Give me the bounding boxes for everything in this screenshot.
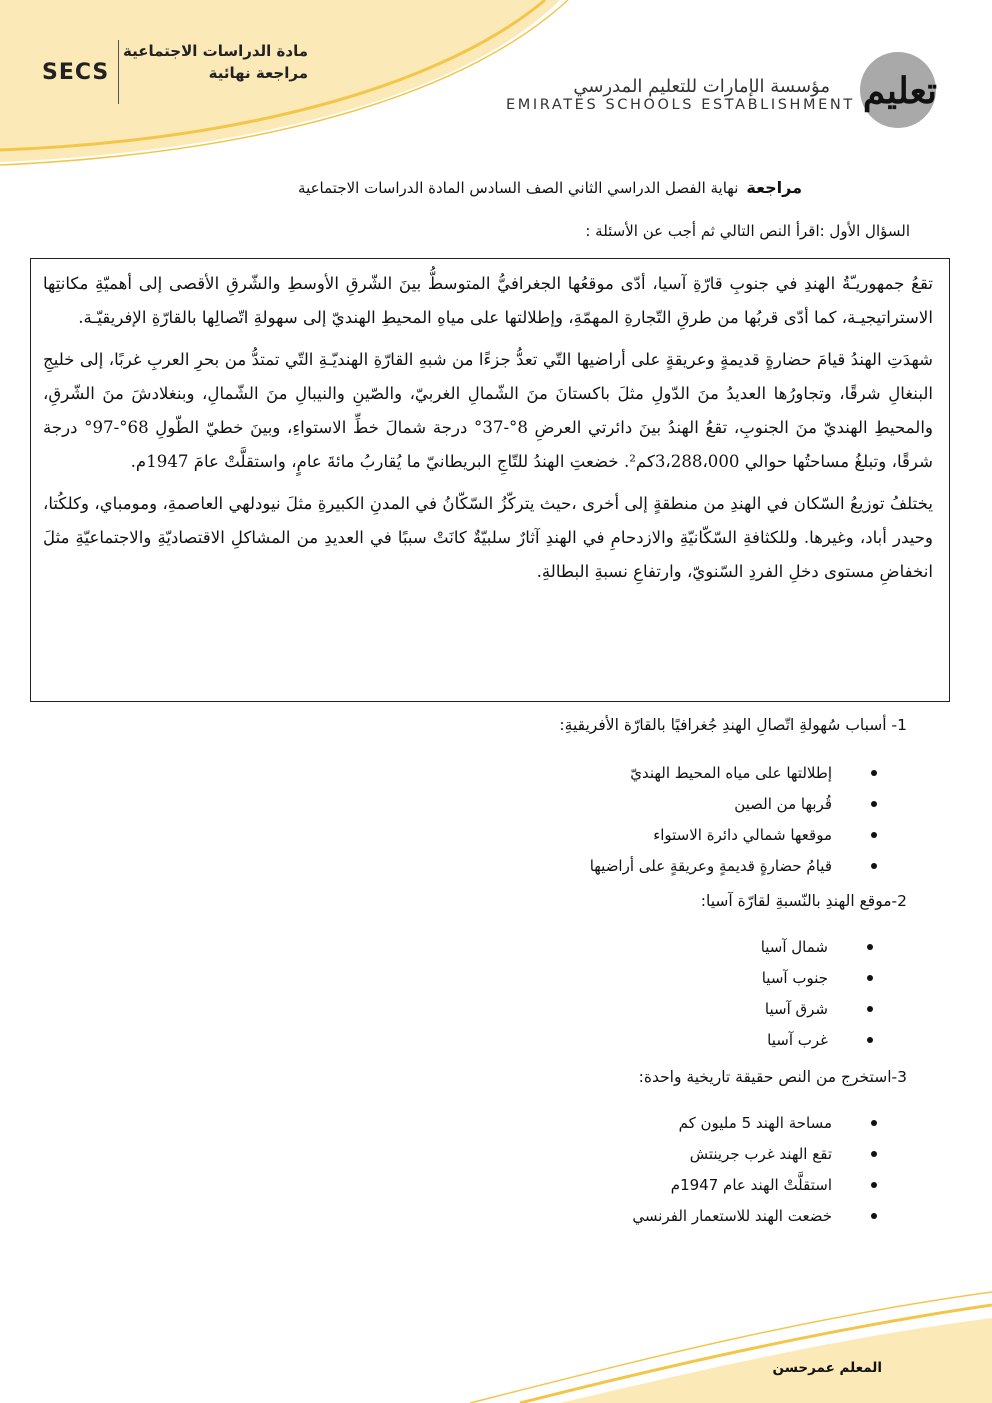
option-item[interactable]: خضعت الهند للاستعمار الفرنسي (452, 1201, 852, 1232)
bullet-icon (867, 1037, 873, 1043)
bullet-icon (871, 1213, 877, 1219)
bullet-icon (867, 1006, 873, 1012)
question-1-options (352, 758, 852, 882)
org-name-arabic: مؤسسة الإمارات للتعليم المدرسي (573, 76, 830, 97)
subject-line-1: مادة الدراسات الاجتماعية (123, 42, 308, 60)
passage-paragraph-3: يختلفُ توزيعُ السّكان في الهندِ من منطقةٍ إلى أخرى ،حيث يتركّزُ السّكّانُ في المدنِ الكبيرةِ مثلَ نيودلهي العاصمةِ، ومومباي، وكلكُتا، وحيدر أباد، وغيرها. وللكثافةِ السّكّانيّةِ والازدحامِ في الهندِ آثارٌ سلبيّةٌ كانَتْ سببًا في العديدِ من المشاكلِ الاقتصاديّةِ والاجتماعيّةِ مثلَ انخفاضِ مستوى دخلِ الفردِ السّنويّ، وارتفاعِ نسبةِ البطالةِ. (43, 494, 933, 581)
logo-text: تعليم (862, 70, 938, 112)
option-item[interactable]: تقع الهند غرب جرينتش (452, 1139, 852, 1170)
option-item[interactable]: قيامُ حضارةٍ قديمةٍ وعريقةٍ على أراضيها (352, 851, 852, 882)
question-2-options (548, 932, 848, 1056)
subject-label (118, 40, 308, 84)
option-item[interactable]: شمال آسيا (548, 932, 848, 963)
bullet-icon (871, 1182, 877, 1188)
option-item[interactable]: استقلَّتْ الهند عام 1947م (452, 1170, 852, 1201)
question-3: 3-استخرج من النص حقيقة تاريخية واحدة: (638, 1068, 907, 1086)
option-item[interactable]: إطلالتها على مياه المحيط الهنديّ (352, 758, 852, 789)
logo (860, 56, 940, 126)
question-3-options (452, 1108, 852, 1232)
option-item[interactable]: شرق آسيا (548, 994, 848, 1025)
bullet-icon (871, 863, 877, 869)
passage-paragraph-2: شهدَتِ الهندُ قيامَ حضارةٍ قديمةٍ وعريقةٍ على أراضيها التّي تعدُّ جزءًا من شبهِ القارّةِ الهنديّـةِ التّي تمتدُّ من بحرِ العربِ غربًا، إلى خليجِ البنغالِ شرقًا، وتجاورُها العديدُ منَ الدّولِ مثلَ باكستانَ منَ الشّمالِ الغربيّ، والصّينِ والنيبالِ منَ الشّمالِ، وبنغلادشَ منَ الشّرقِ، والمحيطِ الهنديّ منَ الجنوبِ، تقعُ الهندُ بينَ دائرتي العرضِ 8°-37° درجة شمالَ خطِّ الاستواءِ، وبينَ خطيّ الطّولِ 68°-97° درجة شرقًا، وتبلغُ مساحتُها حوالي 3،288،000كم². خضعتِ الهندُ للتّاجِ البريطانيّ ما يُقاربُ مائةَ عامٍ، واستقلَّتْ عامَ 1947م. (43, 350, 933, 471)
question-2: 2-موقع الهندِ بالنّسبةِ لقارّة آسيا: (700, 892, 907, 910)
org-name-english: EMIRATES SCHOOLS ESTABLISHMENT (506, 97, 855, 113)
bullet-icon (871, 801, 877, 807)
bullet-icon (867, 944, 873, 950)
bullet-icon (871, 1120, 877, 1126)
question-1: 1- أسباب سُهولةِ اتّصالِ الهندِ جُغرافيًا بالقارّة الأفريقيةِ: (559, 716, 907, 734)
title-bold: مراجعة (746, 178, 802, 197)
passage-paragraph-1: تقعُ جمهوريـّةُ الهندِ في جنوبِ قارّةِ آسيا، أدّى موقعُها الجغرافيُّ المتوسطُّ بينَ الشّرقِ الأوسطِ والشّرقِ الأقصى إلى أهميّةِ مكانتِها الاستراتيجيـة، كما أدّى قربُها من طرقِ التّجارةِ المهمّةِ، وإطلالتها على مياهِ المحيطِ الهنديّ إلى سهولةِ اتّصالِها بالقارّةِ الإفريقيّـة. (43, 274, 933, 327)
bullet-icon (867, 975, 873, 981)
title-rest: نهاية الفصل الدراسي الثاني الصف السادس المادة الدراسات الاجتماعية (298, 179, 739, 197)
option-item[interactable]: غرب آسيا (548, 1025, 848, 1056)
teacher-name: المعلم عمرحسن (772, 1360, 882, 1376)
option-item[interactable]: موقعها شمالي دائرة الاستواء (352, 820, 852, 851)
question1-instruction: السؤال الأول :اقرأ النص التالي ثم أجب عن الأسئلة : (585, 222, 910, 240)
option-item[interactable]: قُربها من الصين (352, 789, 852, 820)
option-item[interactable]: جنوب آسيا (548, 963, 848, 994)
bullet-icon (871, 770, 877, 776)
page-title (162, 178, 802, 197)
option-item[interactable]: مساحة الهند 5 مليون كم (452, 1108, 852, 1139)
secs-code: SECS (42, 60, 110, 85)
bullet-icon (871, 832, 877, 838)
bullet-icon (871, 1151, 877, 1157)
subject-line-2: مراجعة نهائية (208, 64, 308, 82)
reading-passage (30, 258, 950, 702)
